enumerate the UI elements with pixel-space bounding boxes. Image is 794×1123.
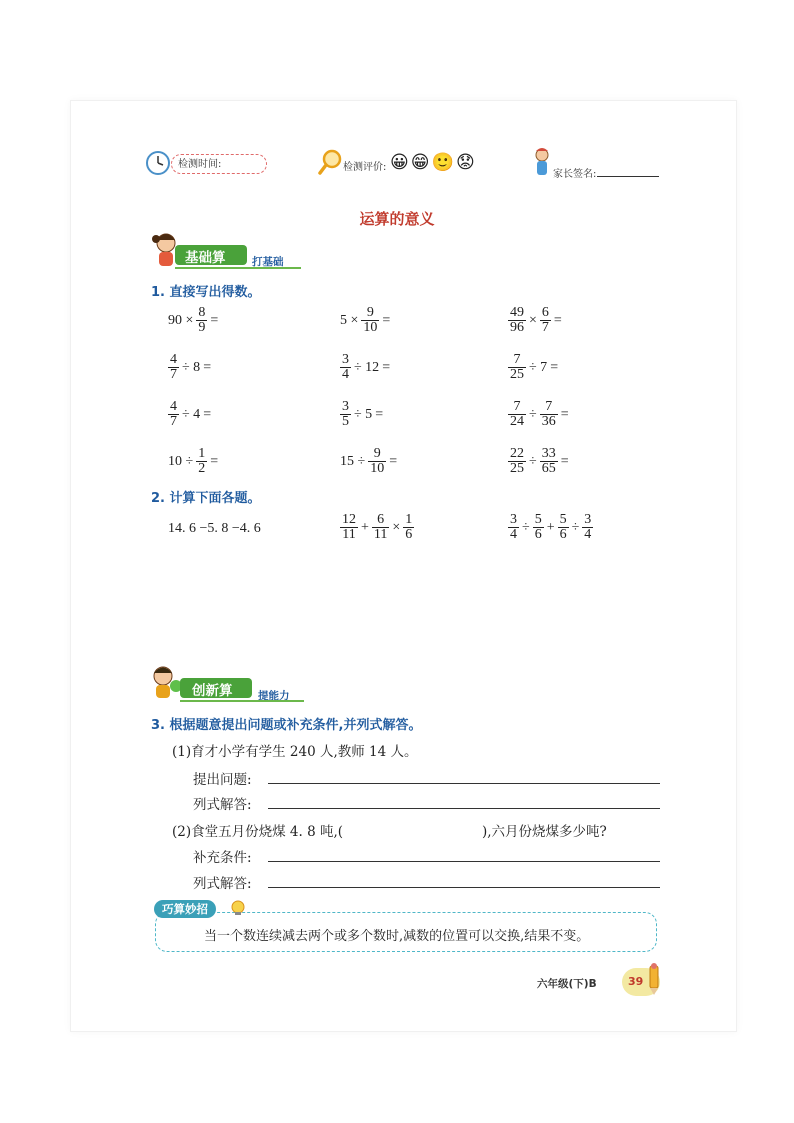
q1-operator: ÷ [529, 453, 537, 469]
q1-expression [340, 447, 397, 476]
q1-prefix: 15 ÷ [340, 453, 366, 469]
q1-equals: = [550, 359, 559, 375]
emoji-smile-icon[interactable]: 🙂 [431, 152, 456, 173]
pencil-mascot-icon [645, 962, 663, 996]
time-field[interactable] [171, 154, 267, 174]
fraction [168, 353, 179, 382]
fraction-denominator: 5 [342, 414, 349, 429]
page-title: 运算的意义 [359, 210, 435, 228]
q2-expr-1: 14. 6 −5. 8 −4. 6 [168, 521, 261, 536]
fraction [508, 306, 526, 335]
tip-tag [154, 900, 216, 918]
fraction-numerator: 3 [584, 512, 592, 527]
fraction-denominator: 25 [510, 367, 524, 382]
fraction-numerator: 1 [405, 512, 413, 527]
q1-equals: = [203, 406, 212, 422]
q1-equals: = [389, 453, 398, 469]
fraction [533, 513, 544, 542]
fraction-denominator: 6 [534, 527, 542, 542]
fraction [361, 306, 379, 335]
q3-part2-blank[interactable] [378, 818, 476, 838]
q1-equals: = [203, 359, 212, 375]
q1-equals: = [553, 312, 562, 328]
q1-label: 1. 直接写出得数。 [151, 285, 261, 300]
q1-expression [508, 400, 569, 429]
emoji-sad-icon[interactable]: 😟 [455, 152, 477, 173]
fraction-numerator: 7 [513, 399, 521, 414]
parent-signature-line[interactable] [597, 176, 659, 177]
grade-label: 六年级(下)B [537, 978, 597, 990]
clock-icon [145, 148, 171, 178]
fraction-numerator: 33 [541, 446, 556, 461]
q1-expression [340, 306, 390, 335]
q1-equals: = [210, 453, 219, 469]
fraction-numerator: 5 [559, 512, 567, 527]
q3-part1: (1)育才小学有学生 240 人,教师 14 人。 [172, 744, 418, 760]
q1-operator: ÷ [529, 406, 537, 422]
fraction-denominator: 2 [198, 461, 206, 476]
q1-equals: = [560, 453, 569, 469]
fraction-numerator: 12 [342, 512, 356, 527]
lightbulb-icon [230, 900, 246, 916]
fraction [168, 400, 179, 429]
q1-expression [340, 400, 383, 429]
fraction [508, 513, 519, 542]
q1-operator: ÷ 4 [182, 406, 201, 422]
fraction-denominator: 11 [342, 527, 356, 542]
tip-text: 当一个数连续减去两个或多个数时,减数的位置可以交换,结果不变。 [204, 929, 590, 944]
fraction-numerator: 5 [534, 512, 542, 527]
q1-equals: = [375, 406, 384, 422]
fraction-denominator: 24 [510, 414, 524, 429]
fraction-denominator: 11 [373, 527, 388, 542]
q1-equals: = [382, 359, 391, 375]
fraction-numerator: 22 [510, 446, 524, 461]
fraction-denominator: 4 [342, 367, 349, 382]
fraction-denominator: 25 [510, 461, 524, 476]
operator: × [392, 519, 401, 535]
fraction [340, 400, 351, 429]
child-icon [533, 146, 551, 180]
magnifier-icon [317, 148, 343, 178]
fraction-numerator: 7 [545, 399, 553, 414]
fraction-denominator: 65 [541, 461, 556, 476]
fraction-numerator: 4 [170, 399, 177, 414]
fraction [540, 400, 558, 429]
fraction [508, 447, 526, 476]
q3-part2-add-label: 补充条件: [193, 850, 252, 866]
q1-prefix: 10 ÷ [168, 453, 194, 469]
fraction-denominator: 7 [541, 320, 549, 335]
fraction [403, 513, 414, 542]
q1-equals: = [382, 312, 391, 328]
fraction [540, 306, 551, 335]
q1-expression [168, 400, 211, 429]
section2-underline [180, 700, 304, 702]
emoji-rating-icon[interactable] [390, 152, 477, 173]
q3-part2-a: (2)食堂五月份烧煤 4. 8 吨,( [172, 824, 344, 840]
fraction-denominator: 4 [510, 527, 517, 542]
fraction-denominator: 36 [541, 414, 556, 429]
fraction [558, 513, 569, 542]
fraction-numerator: 6 [541, 305, 549, 320]
fraction-numerator: 9 [373, 446, 381, 461]
q1-expression [508, 447, 569, 476]
q3-part2-b: ),六月份烧煤多少吨? [482, 824, 607, 840]
q2-label: 2. 计算下面各题。 [151, 491, 261, 506]
fraction-denominator: 10 [363, 320, 378, 335]
fraction [196, 447, 207, 476]
fraction [368, 447, 386, 476]
emoji-happy-icon[interactable]: 😀 [390, 152, 411, 173]
fraction [340, 513, 358, 542]
time-label: 检测时间: [178, 159, 222, 170]
fraction-numerator: 1 [198, 446, 206, 461]
q1-expression [168, 306, 218, 335]
header-bar [145, 142, 660, 184]
fraction-numerator: 3 [342, 399, 349, 414]
fraction-denominator: 6 [405, 527, 413, 542]
q3-part1-solve-label: 列式解答: [193, 797, 252, 813]
fraction [508, 400, 526, 429]
fraction-numerator: 3 [510, 512, 517, 527]
q1-operator: ÷ 12 [354, 359, 380, 375]
fraction-denominator: 4 [584, 527, 592, 542]
fraction-denominator: 7 [170, 414, 177, 429]
fraction-denominator: 10 [370, 461, 385, 476]
q1-operator: ÷ 7 [529, 359, 548, 375]
q1-operator: × [529, 312, 537, 328]
q3-part2-solve-line[interactable] [268, 887, 660, 888]
q1-expression [168, 447, 218, 476]
q3-label: 3. 根据题意提出问题或补充条件,并列式解答。 [151, 718, 422, 733]
q1-equals: = [560, 406, 569, 422]
section2-tag: 提能力 [258, 690, 290, 702]
q1-equals: = [210, 312, 219, 328]
operator: + [546, 519, 555, 535]
fraction-numerator: 49 [510, 305, 524, 320]
fraction-numerator: 9 [366, 305, 374, 320]
q1-expression [168, 353, 211, 382]
q2-answer-area[interactable] [158, 555, 658, 655]
boy-mascot-icon [148, 662, 184, 702]
fraction-numerator: 6 [377, 512, 385, 527]
fraction [196, 306, 207, 335]
operator: ÷ [571, 519, 580, 535]
fraction-denominator: 9 [198, 320, 206, 335]
fraction-numerator: 4 [170, 352, 177, 367]
q1-prefix: 5 × [340, 312, 359, 328]
section2-banner-text: 创新算 [192, 683, 233, 699]
fraction-numerator: 8 [198, 305, 206, 320]
fraction-numerator: 7 [513, 352, 521, 367]
q2-expr-2 [340, 513, 414, 542]
q1-prefix: 90 × [168, 312, 194, 328]
operator: ÷ [522, 519, 530, 535]
q2-expr-3 [508, 513, 593, 542]
fraction [508, 353, 526, 382]
q3-part2-add-line[interactable] [268, 861, 660, 862]
q3-part2-solve-label: 列式解答: [193, 876, 252, 892]
q1-operator: ÷ 8 [182, 359, 201, 375]
tip-tag-text: 巧算妙招 [162, 902, 208, 916]
section1-underline [175, 267, 301, 269]
q1-expression [340, 353, 390, 382]
q1-operator: ÷ 5 [354, 406, 373, 422]
fraction-denominator: 96 [510, 320, 524, 335]
section2-banner [180, 678, 252, 698]
eval-label: 检测评价: [343, 162, 387, 173]
fraction [340, 353, 351, 382]
fraction-denominator: 6 [559, 527, 567, 542]
fraction [582, 513, 593, 542]
section1-banner [175, 245, 247, 265]
fraction-denominator: 7 [170, 367, 177, 382]
q3-part1-solve-line[interactable] [268, 808, 660, 809]
emoji-grin-icon[interactable]: 😁 [410, 152, 432, 173]
q1-expression [508, 306, 562, 335]
section1-banner-text: 基础算 [185, 250, 226, 266]
section1-tag: 打基础 [252, 256, 284, 268]
q3-part1-ask-line[interactable] [268, 783, 660, 784]
q1-expression [508, 353, 558, 382]
q3-part1-ask-label: 提出问题: [193, 772, 252, 788]
parent-label: 家长签名: [553, 169, 597, 180]
page-number: 39 [628, 975, 644, 988]
operator: + [361, 519, 369, 535]
fraction-numerator: 3 [342, 352, 349, 367]
fraction [540, 447, 558, 476]
fraction [372, 513, 389, 542]
